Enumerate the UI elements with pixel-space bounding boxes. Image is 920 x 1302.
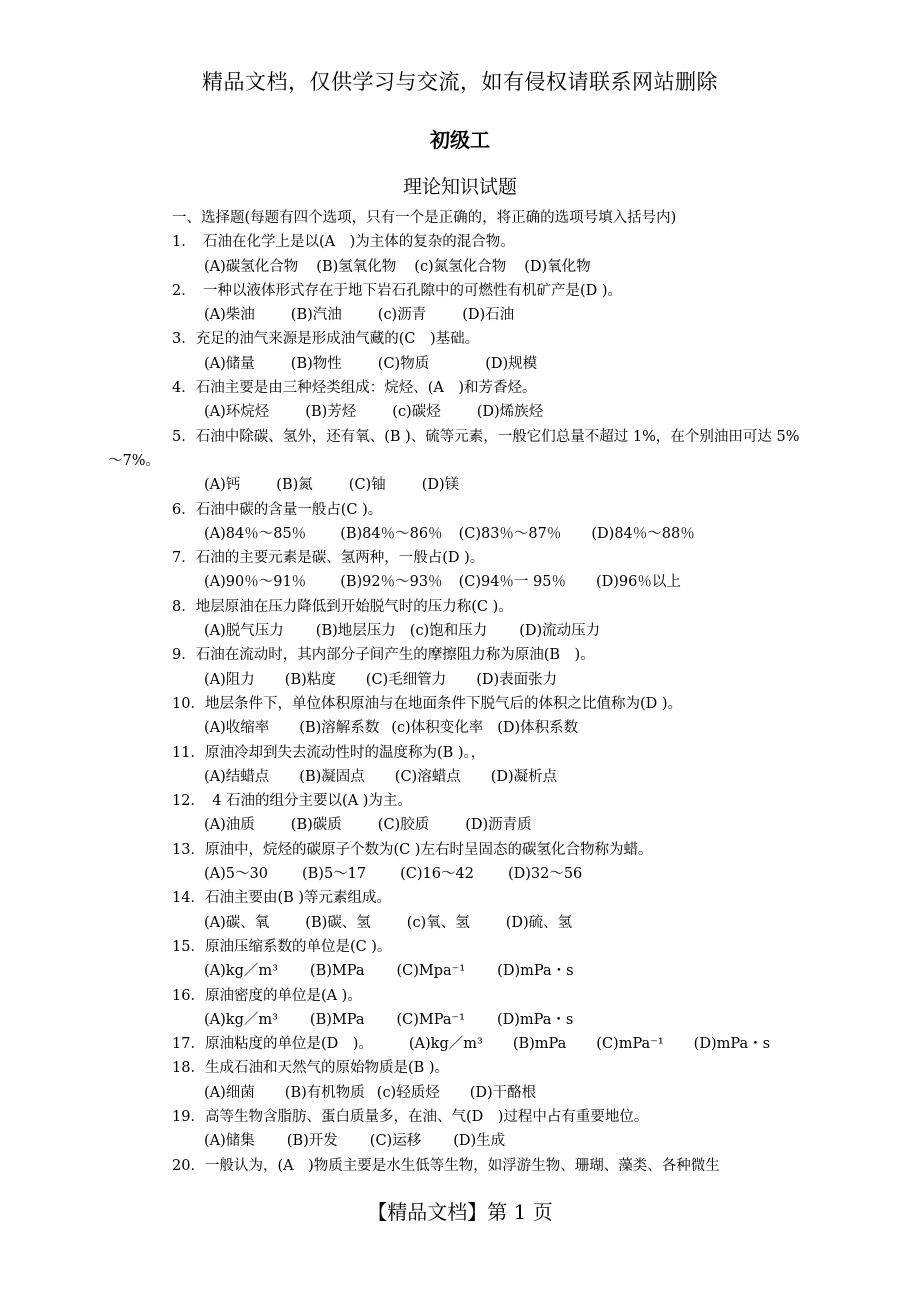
option: (D)表面张力: [476, 671, 558, 688]
option: (D)生成: [453, 1133, 506, 1150]
option: (D)规模: [485, 355, 538, 372]
option: (A)储量: [204, 355, 255, 372]
option: (C)毛细管力: [365, 671, 447, 688]
section-heading: 一、选择题(每题有四个选项，只有一个是正确的，将正确的选项号填入括号内): [172, 210, 677, 226]
option: (A)5～30: [204, 866, 268, 883]
option: (B)5～17: [301, 866, 367, 883]
question-text: 11．原油冷却到失去流动性时的温度称为(B )。，: [172, 744, 486, 761]
question-text: 6．石油中碳的含量一般占(C )。: [172, 501, 383, 518]
option: (B)有机物质: [284, 1084, 365, 1101]
question-text: 20．一般认为，(A )物质主要是水生低等生物，如浮游生物、珊瑚、藻类、各种微生: [172, 1157, 720, 1174]
option: (A)钙: [204, 477, 241, 494]
question-options: [140, 570, 800, 594]
option: (A)油质: [204, 817, 255, 834]
option: (B)开发: [286, 1133, 338, 1150]
question-options: [140, 522, 800, 546]
option: (c)饱和压力: [409, 623, 488, 640]
option: (B)MPa: [309, 963, 365, 980]
option: (A)收缩率: [204, 720, 270, 737]
option: (C)运移: [369, 1133, 422, 1150]
question-options: [140, 1129, 800, 1153]
option: (B)粘度: [284, 671, 336, 688]
question-text: 2． 一种以液体形式存在于地下岩石孔隙中的可燃性有机矿产是(D )。: [172, 282, 623, 299]
question-text: 10．地层条件下，单位体积原油与在地面条件下脱气后的体积之比值称为(D )。: [172, 695, 682, 712]
question-options: [140, 716, 800, 740]
question-options: [140, 765, 800, 789]
question-options: [140, 959, 800, 983]
option: (D)96％以上: [595, 574, 681, 591]
question-options: [140, 668, 800, 692]
question-options: [140, 473, 800, 497]
option: (A)环烷烃: [204, 404, 270, 421]
option: (c)氧、氢: [406, 914, 470, 931]
question-options: [140, 911, 800, 935]
question-text: 7．石油的主要元素是碳、氢两种，一般占(D )。: [172, 550, 485, 567]
question-text: 3．充足的油气来源是形成油气藏的(C )基础。: [172, 331, 480, 348]
option: (B)溶解系数: [299, 720, 380, 737]
option: (D)mPa・s: [497, 963, 574, 980]
option: (B)汽油: [290, 307, 342, 324]
question-options: [140, 1008, 800, 1032]
option: (C)铀: [348, 477, 386, 494]
question-options: [140, 303, 800, 327]
option: (D)mPa・s: [496, 1011, 574, 1028]
option: (A)储集: [204, 1133, 255, 1150]
question-text: 19．高等生物含脂肪、蛋白质量多，在油、气(D )过程中占有重要地位。: [172, 1108, 649, 1125]
option: (C)MPa⁻¹: [396, 1011, 465, 1028]
option: (D)mPa・s: [693, 1036, 771, 1053]
option: (A)脱气压力: [204, 623, 284, 640]
option: (c)体积变化率: [391, 720, 484, 737]
option: (B)氢氧化物: [316, 258, 397, 275]
option: (A)kg／m³: [408, 1036, 483, 1053]
question-text: 14．石油主要由(B )等元素组成。: [172, 890, 392, 907]
option: (C)mPa⁻¹: [596, 1036, 664, 1053]
option: (A)kg／m³: [204, 1011, 278, 1028]
option: (C)胶质: [377, 817, 430, 834]
option: (B)mPa: [512, 1036, 567, 1053]
option: (D)硫、氢: [505, 914, 573, 931]
option: (B)氮: [276, 477, 313, 494]
option: (B)物性: [290, 355, 342, 372]
question-with-options: [140, 1032, 800, 1056]
option: (B)碳、氢: [305, 914, 371, 931]
question-text: 15．原油压缩系数的单位是(C )。: [172, 938, 392, 955]
page-footer: 【精品文档】第 1 页: [367, 1200, 553, 1224]
page-subtitle: 理论知识试题: [402, 176, 517, 198]
option: (D)32～56: [507, 866, 583, 883]
question-options: [140, 862, 800, 886]
question-options: [140, 619, 800, 643]
option: (D)镁: [421, 477, 460, 494]
option: (A)碳氢化合物: [204, 258, 299, 275]
question-text: 4．石油主要是由三种烃类组成：烷烃、(A )和芳香烃。: [172, 380, 537, 397]
question-options: [140, 255, 800, 279]
question-list: [108, 206, 800, 1178]
option: (D)沥青质: [465, 817, 532, 834]
question-text: 12． 4 石油的组分主要以(A )为主。: [172, 793, 412, 810]
option: (c)沥青: [377, 307, 427, 324]
question-options: [140, 400, 800, 424]
option: (D)石油: [462, 307, 515, 324]
option: (A)kg／m³: [204, 963, 278, 980]
question-text: 17．原油粘度的单位是(D )。: [172, 1036, 373, 1053]
option: (A)碳、氧: [204, 914, 270, 931]
question-text: 8．地层原油在压力降低到开始脱气时的压力称(C )。: [172, 598, 513, 615]
option: (C)溶蜡点: [394, 768, 461, 785]
question-text: 1． 石油在化学上是以(A )为主体的复杂的混合物。: [172, 234, 515, 251]
option: (D)体积系数: [497, 720, 579, 737]
option: (B)芳烃: [305, 404, 357, 421]
question-options: [140, 1081, 800, 1105]
option: (c)碳烃: [392, 404, 441, 421]
question-text: 18．生成石油和天然气的原始物质是(B )。: [172, 1060, 450, 1077]
option: (C)83％～87％: [458, 525, 562, 542]
question-options: [140, 352, 800, 376]
option: (c)氮氢化合物: [414, 258, 507, 275]
option: (B)92％～93％: [340, 574, 443, 591]
option: (A)阻力: [204, 671, 255, 688]
option: (D)烯族烃: [476, 404, 544, 421]
question-text: 16．原油密度的单位是(A )。: [172, 987, 362, 1004]
option: (C)94％一 95％: [458, 574, 566, 591]
option: (D)凝析点: [490, 768, 558, 785]
option: (D)流动压力: [519, 623, 601, 640]
page-title: 初级工: [430, 128, 490, 152]
option: (A)细菌: [204, 1084, 255, 1101]
option: (D)84％～88％: [591, 525, 695, 542]
question-text: 9．石油在流动时，其内部分子间产生的摩擦阻力称为原油(B )。: [172, 647, 595, 664]
option: (C)Mpa⁻¹: [396, 963, 466, 980]
option: (A)结蜡点: [204, 768, 270, 785]
option: (A)柴油: [204, 307, 255, 324]
option: (B)MPa: [309, 1011, 365, 1028]
option: (B)84％～86％: [340, 525, 443, 542]
question-text: 5．石油中除碳、氢外，还有氧、(B )、硫等元素，一般它们总量不超过 1%，在个别油田可达 5%～7%。: [108, 428, 800, 469]
option: (B)碳质: [290, 817, 342, 834]
option: (C)物质: [377, 355, 430, 372]
question-text: 13．原油中，烷烃的碳原子个数为(C )左右时呈固态的碳氢化合物称为蜡。: [172, 841, 653, 858]
option: (c)轻质烃: [376, 1084, 440, 1101]
watermark-header: 精品文档，仅供学习与交流，如有侵权请联系网站删除: [202, 70, 718, 94]
option: (A)84％～85％: [204, 525, 307, 542]
question-options: [140, 813, 800, 837]
option: (B)地层压力: [315, 623, 396, 640]
option: (A)90％～91％: [204, 574, 307, 591]
option: (B)凝固点: [299, 768, 365, 785]
option: (D)氧化物: [524, 258, 591, 275]
option: (D)干酪根: [469, 1084, 537, 1101]
option: (C)16～42: [400, 866, 474, 883]
